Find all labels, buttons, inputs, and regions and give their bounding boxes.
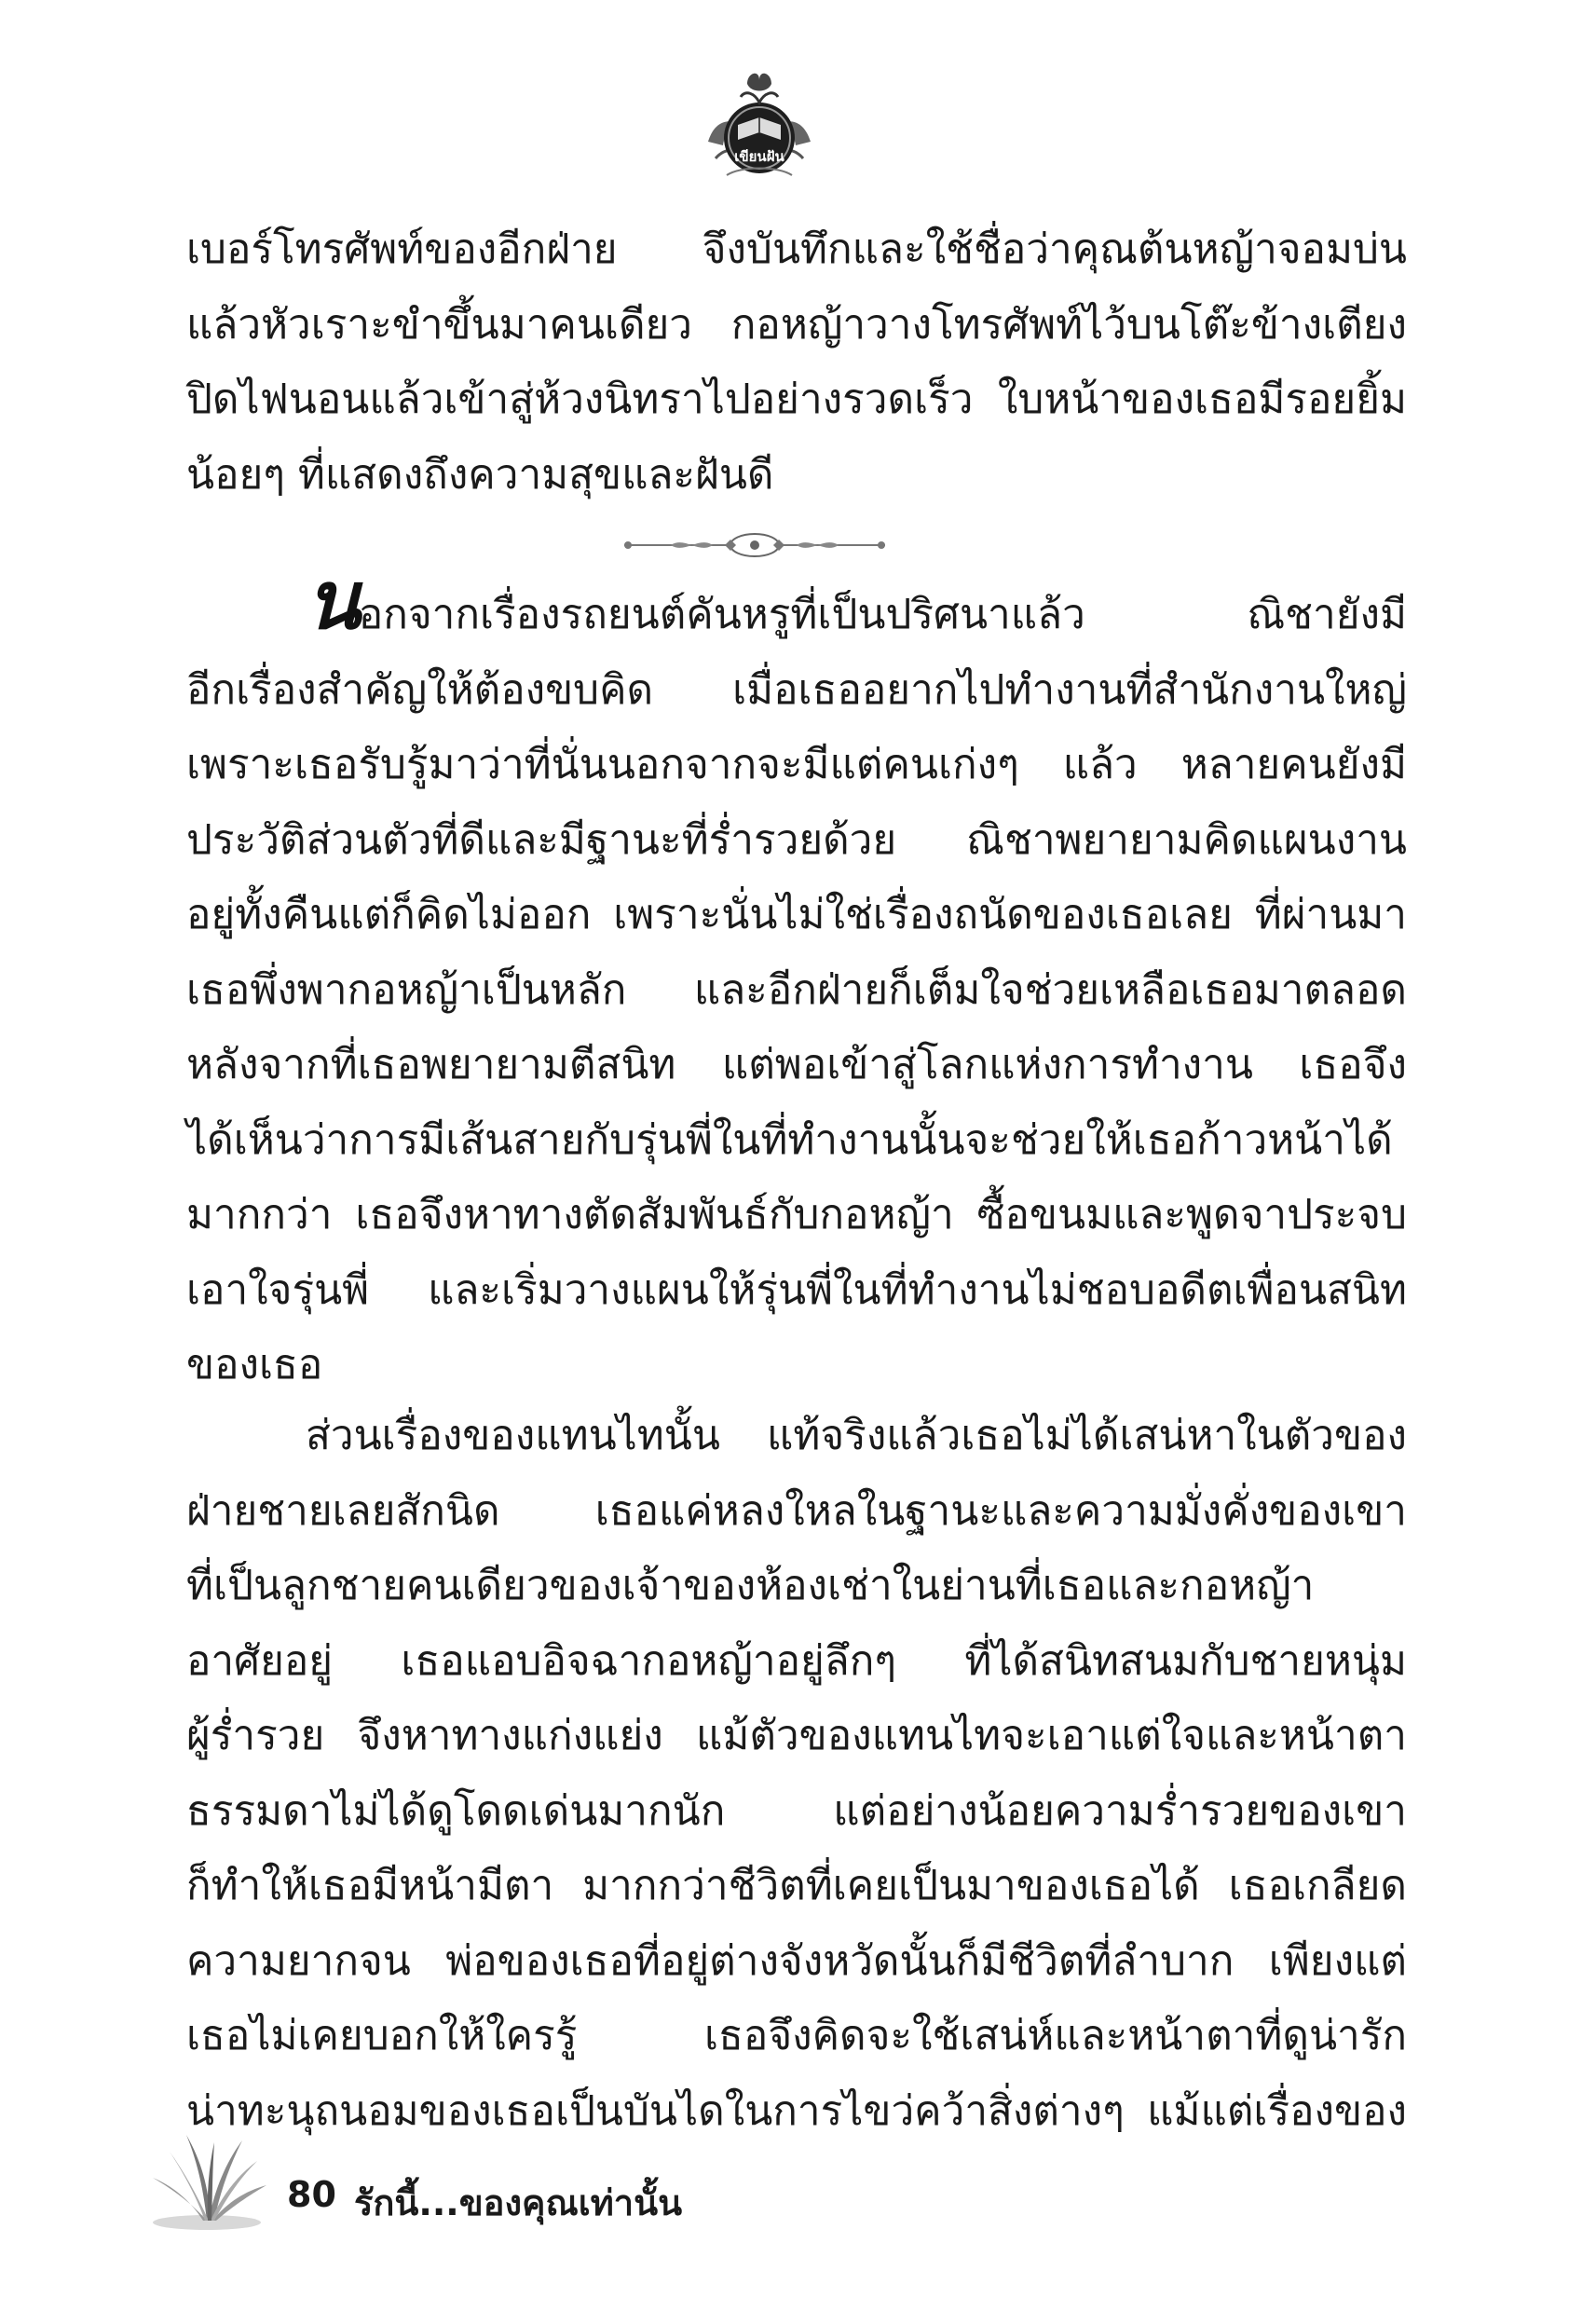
text-line: ประวัติส่วนตัวที่ดีและมีฐานะที่ร่ำรวยด้วย ณิชาพยายามคิดแผนงาน <box>186 815 1407 864</box>
drop-cap: น <box>306 554 359 648</box>
text-line: อยู่ทั้งคืนแต่ก็คิดไม่ออก เพราะนั่นไม่ใช่เรื่องถนัดของเธอเลย ที่ผ่านมา <box>186 891 1407 938</box>
section-divider <box>615 526 894 564</box>
text-line: ผู้ร่ำรวย จึงหาทางแก่งแย่ง แม้ตัวของแทนไทจะเอาแต่ใจและหน้าตา <box>186 1712 1407 1759</box>
text-line: ความยากจน พ่อของเธอที่อยู่ต่างจังหวัดนั้นก็มีชีวิตที่ลำบาก เพียงแต่ <box>186 1936 1407 1985</box>
text-line: ธรรมดาไม่ได้ดูโดดเด่นมากนัก แต่อย่างน้อยความร่ำรวยของเขา <box>186 1786 1407 1835</box>
text-line: น้อยๆ ที่แสดงถึงความสุขและฝันดี <box>186 450 774 499</box>
text-line: น่าทะนุถนอมของเธอเป็นบันไดในการไขว่คว้าสิ่งต่างๆ แม้แต่เรื่องของ <box>186 2086 1407 2135</box>
text-line: ปิดไฟนอนแล้วเข้าสู่ห้วงนิทราไปอย่างรวดเร็ว ใบหน้าของเธอมีรอยยิ้ม <box>186 376 1407 423</box>
text-line: แล้วหัวเราะขำขึ้นมาคนเดียว กอหญ้าวางโทรศัพท์ไว้บนโต๊ะข้างเตียง <box>186 300 1407 349</box>
text-line: เธอไม่เคยบอกให้ใครรู้ เธอจึงคิดจะใช้เสน่ห์และหน้าตาที่ดูน่ารัก <box>186 2012 1407 2059</box>
text-line: เบอร์โทรศัพท์ของอีกฝ่าย จึงบันทึกและใช้ชื่อว่าคุณต้นหญ้าจอมบ่น <box>186 226 1407 273</box>
text-line: ก็ทำให้เธอมีหน้ามีตา มากกว่าชีวิตที่เคยเป็นมาของเธอได้ เธอเกลียด <box>186 1862 1407 1909</box>
text-line: เพราะเธอรับรู้มาว่าที่นั่นนอกจากจะมีแต่คนเก่งๆ แล้ว หลายคนยังมี <box>186 741 1407 788</box>
intro-paragraph <box>186 212 1407 513</box>
text-line: อีกเรื่องสำคัญให้ต้องขบคิด เมื่อเธออยากไปทำงานที่สำนักงานใหญ่ <box>186 665 1407 714</box>
emblem-text: เขียนฝัน <box>734 148 784 165</box>
text-line: ฝ่ายชายเลยสักนิด เธอแค่หลงใหลในฐานะและความมั่งคั่งของเขา <box>186 1486 1407 1535</box>
header-emblem <box>689 56 829 186</box>
paragraph-2 <box>186 1399 1407 2149</box>
paragraph-1 <box>186 554 1407 1403</box>
text-line: ของเธอ <box>186 1341 323 1388</box>
first-line <box>186 554 1407 653</box>
divider-ornament-icon <box>615 526 894 564</box>
text-line: อาศัยอยู่ เธอแอบอิจฉากอหญ้าอยู่ลึกๆ ที่ได้สนิทสนมกับชายหนุ่ม <box>186 1636 1407 1685</box>
text-line: หลังจากที่เธอพยายามตีสนิท แต่พอเข้าสู่โลกแห่งการทำงาน เธอจึง <box>186 1041 1407 1088</box>
page-footer <box>149 2129 801 2232</box>
text-line: ได้เห็นว่าการมีเส้นสายกับรุ่นพี่ในที่ทำงานนั้นจะช่วยให้เธอก้าวหน้าได้ <box>186 1115 1393 1164</box>
text-line: ส่วนเรื่องของแทนไทนั้น แท้จริงแล้วเธอไม่ได้เสน่หาในตัวของ <box>306 1412 1407 1459</box>
text-line: ที่เป็นลูกชายคนเดียวของเจ้าของห้องเช่าในย่านที่เธอและกอหญ้า <box>186 1562 1315 1609</box>
first-line-text: อกจากเรื่องรถยนต์คันหรูที่เป็นปริศนาแล้ว ณิชายังมี <box>358 591 1407 638</box>
text-line: มากกว่า เธอจึงหาทางตัดสัมพันธ์กับกอหญ้า ซื้อขนมและพูดจาประจบ <box>186 1191 1407 1238</box>
grass-plant-icon <box>149 2129 270 2232</box>
page-number: 80 <box>287 2174 336 2215</box>
text-line: เธอพึ่งพากอหญ้าเป็นหลัก และอีกฝ่ายก็เต็มใจช่วยเหลือเธอมาตลอด <box>186 965 1407 1014</box>
book-title: รักนี้...ของคุณเท่านั้น <box>354 2182 683 2223</box>
text-line: เอาใจรุ่นพี่ และเริ่มวางแผนให้รุ่นพี่ในที่ทำงานไม่ชอบอดีตเพื่อนสนิท <box>186 1265 1407 1314</box>
